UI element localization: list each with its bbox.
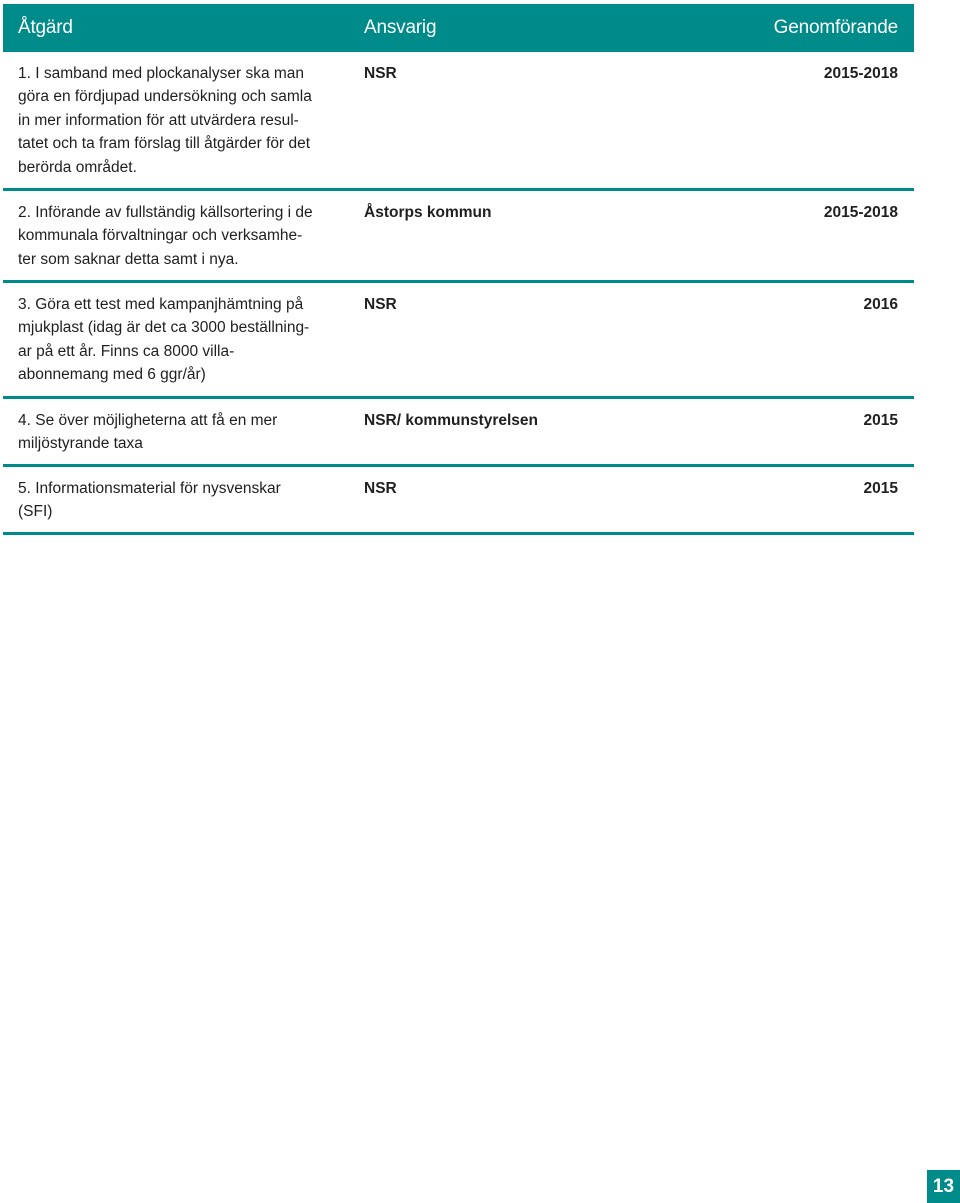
text-line: (SFI) [18, 503, 53, 521]
row-atgard [3, 62, 349, 179]
row-ansvarig: NSR/ kommunstyrelsen [364, 412, 538, 429]
row-ansvarig: NSR [364, 480, 397, 497]
text-line: 2. Införande av fullständig källsortering i de [18, 204, 313, 221]
text-line: abonnemang med 6 ggr/år) [18, 366, 206, 384]
row-ansvarig: Åstorps kommun [364, 204, 492, 221]
row-genomforande: 2015 [863, 412, 898, 429]
table-row [3, 52, 914, 191]
table-row [3, 467, 914, 535]
header-atgard: Åtgärd [18, 17, 73, 38]
text-line: ar på ett år. Finns ca 8000 villa- [18, 342, 235, 360]
header-genomforande: Genomförande [773, 17, 898, 38]
table-row [3, 283, 914, 399]
row-genomforande: 2015-2018 [823, 204, 898, 221]
page-number: 13 [927, 1170, 960, 1203]
row-genomforande: 2016 [863, 296, 898, 313]
text-line: tatet och ta fram förslag till åtgärder för det [18, 135, 311, 153]
text-line: kommunala förvaltningar och verksamhe- [18, 227, 303, 245]
text-line: mjukplast (idag är det ca 3000 beställning- [18, 319, 310, 337]
text-line: ter som saknar detta samt i nya. [18, 250, 239, 268]
row-atgard [3, 293, 349, 387]
row-atgard [3, 201, 349, 271]
text-line: in mer information för att utvärdera resul- [18, 111, 299, 129]
table-row [3, 399, 914, 467]
text-line: göra en fördjupad undersökning och samla [18, 88, 312, 106]
text-line: 1. I samband med plockanalyser ska man [18, 65, 305, 82]
row-ansvarig: NSR [364, 65, 397, 82]
text-line: 5. Informationsmaterial för nysvenskar [18, 480, 281, 497]
measures-table [3, 4, 914, 535]
text-line: miljöstyrande taxa [18, 435, 143, 453]
row-ansvarig: NSR [364, 296, 397, 313]
table-header [3, 4, 914, 52]
table-row [3, 191, 914, 283]
text-line: 4. Se över möjligheterna att få en mer [18, 412, 278, 429]
row-atgard [3, 409, 349, 456]
text-line: berörda området. [18, 158, 137, 176]
row-genomforande: 2015-2018 [823, 65, 898, 82]
row-genomforande: 2015 [863, 480, 898, 497]
text-line: 3. Göra ett test med kampanjhämtning på [18, 296, 304, 313]
header-ansvarig: Ansvarig [364, 17, 437, 38]
row-atgard [3, 477, 349, 524]
